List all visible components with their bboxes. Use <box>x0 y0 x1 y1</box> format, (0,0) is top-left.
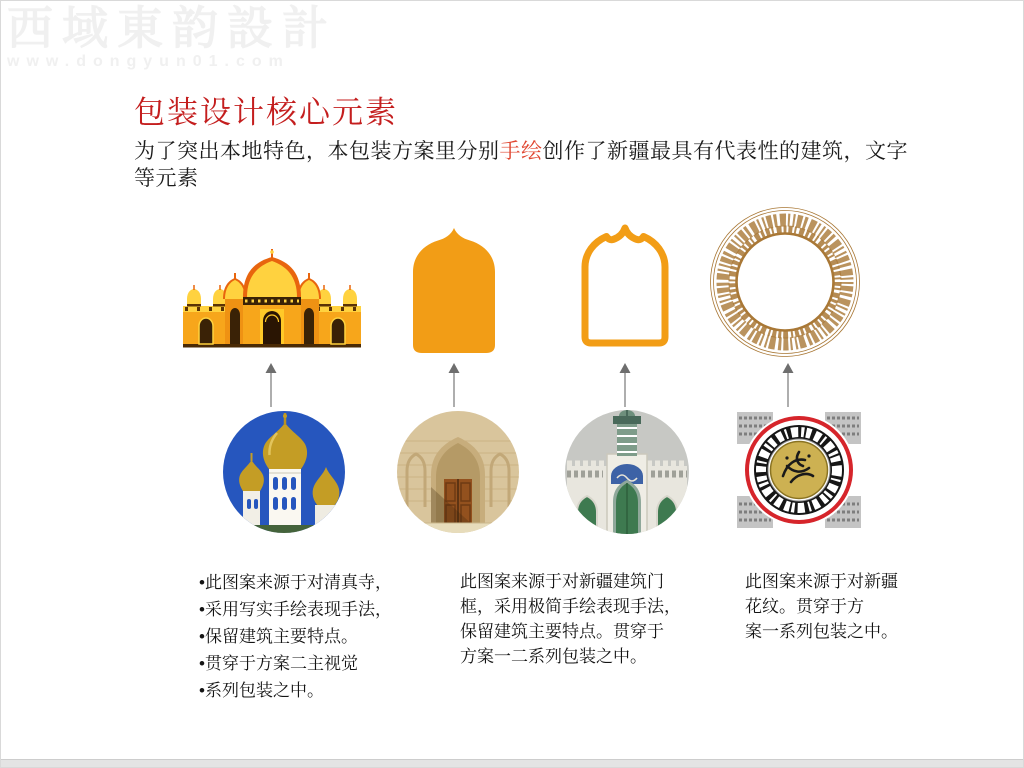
note-line: 花纹。贯穿于方 <box>745 597 864 616</box>
note-line: 此图案来源于对新疆 <box>745 572 898 591</box>
note-line: •系列包装之中。 <box>199 681 324 700</box>
intro-post: 创作了新疆最具有代表性的建筑，文字等元素 <box>134 139 908 190</box>
note-line: 方案一二系列包装之中。 <box>460 647 647 666</box>
intro-highlight: 手绘 <box>499 139 543 163</box>
ornamental-ring-svg <box>709 206 861 358</box>
note-line: •此图案来源于对清真寺， <box>199 573 392 592</box>
ornamental-ring-graphic <box>709 206 861 358</box>
golden-domes-mosque-photo-svg <box>223 411 345 533</box>
brand-watermark <box>7 3 337 71</box>
brand-logo-text: 西域東韵設計 <box>7 2 337 54</box>
note-line: 框，采用极简手绘表现手法， <box>460 597 681 616</box>
note-line: 保留建筑主要特点。贯穿于 <box>460 622 664 641</box>
note-block-door-frame <box>460 569 712 669</box>
note-block-mosque <box>199 569 439 704</box>
up-arrow-icon <box>618 363 632 407</box>
solid-arch-svg <box>405 227 503 357</box>
xinjiang-mosque-facade-photo <box>565 410 689 534</box>
intro-text <box>134 138 926 192</box>
outline-arch-svg <box>577 223 673 351</box>
note-line: 案一系列包装之中。 <box>745 622 898 641</box>
xinjiang-mosque-facade-photo-svg <box>565 410 689 534</box>
note-line: •保留建筑主要特点。 <box>199 627 358 646</box>
brick-archway-door-photo-svg <box>397 411 519 533</box>
golden-domes-mosque-photo <box>223 411 345 533</box>
brand-url-text: www.dongyun01.com <box>7 53 290 70</box>
brick-archway-door-photo <box>397 411 519 533</box>
page-title: 包装设计核心元素 <box>134 95 398 130</box>
note-block-pattern <box>745 569 987 644</box>
up-arrow-icon <box>264 363 278 407</box>
arabic-calligraphy-medallion-photo-svg <box>735 410 863 530</box>
solid-arch-graphic <box>405 227 503 357</box>
note-line: •贯穿于方案二主视觉 <box>199 654 358 673</box>
up-arrow-icon <box>781 363 795 407</box>
up-arrow-icon <box>447 363 461 407</box>
mosque-illustration <box>179 249 365 357</box>
arabic-calligraphy-medallion-photo <box>735 410 863 530</box>
note-line: •采用写实手绘表现手法， <box>199 600 392 619</box>
note-line: 此图案来源于对新疆建筑门 <box>460 572 664 591</box>
slide-bottom-edge <box>1 759 1023 767</box>
mosque-illustration-svg <box>179 249 365 357</box>
intro-pre: 为了突出本地特色，本包装方案里分别 <box>134 139 500 163</box>
outline-arch-graphic <box>577 223 673 351</box>
